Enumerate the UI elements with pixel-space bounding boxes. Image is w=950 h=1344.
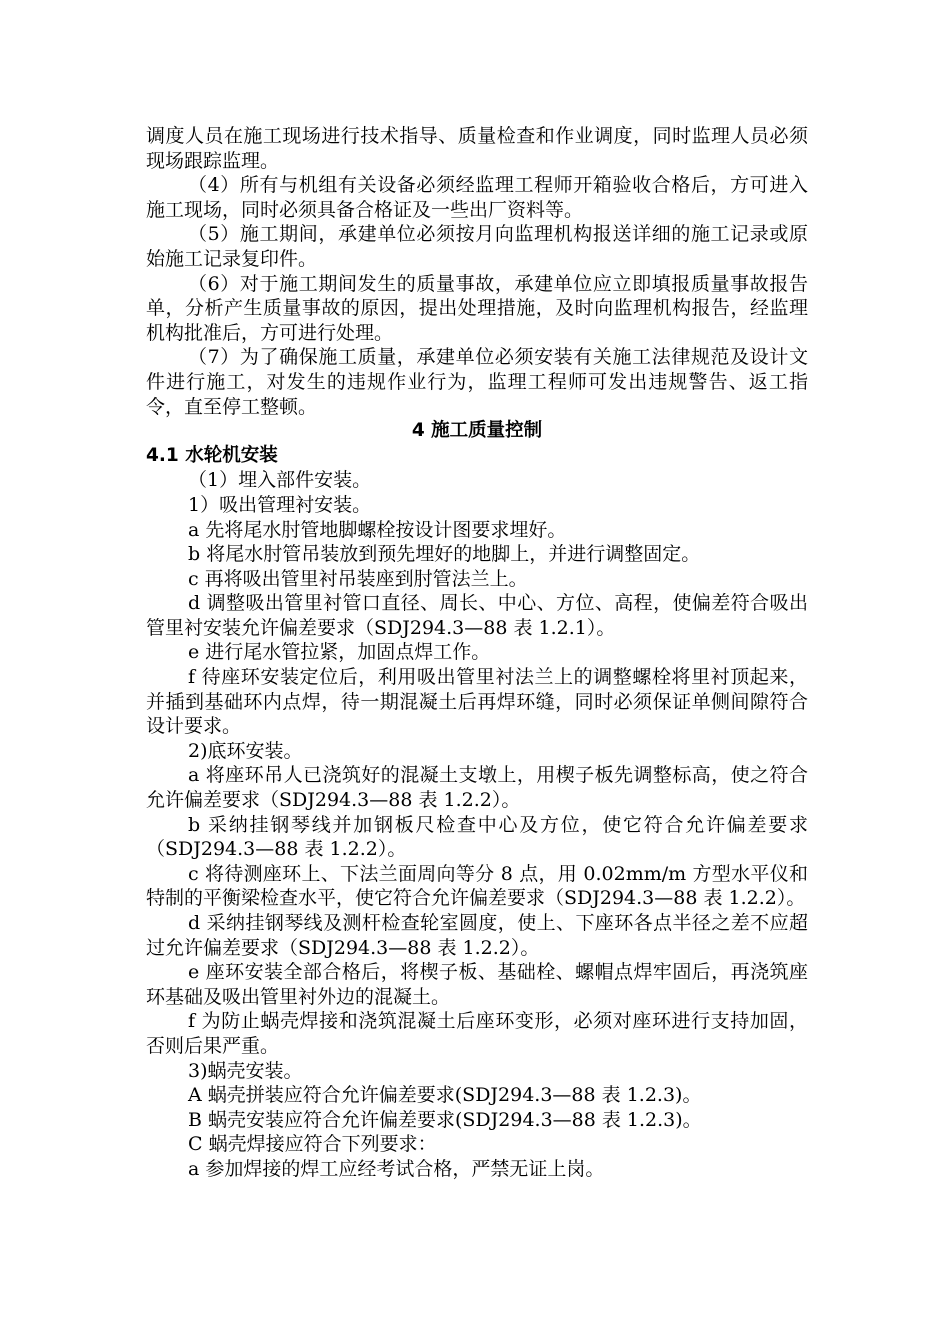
paragraph-item-7: （7）为了确保施工质量，承建单位必须安装有关施工法律规范及设计文件进行施工，对发生的违规作业行为，监理工程师可发出违规警告、返工指令，直至停工整顿。 (146, 346, 808, 418)
list-item: b 将尾水肘管吊装放到预先埋好的地脚上，并进行调整固定。 (188, 543, 701, 566)
list-item: 3)蜗壳安装。 (188, 1059, 303, 1082)
paragraph-continuation: 调度人员在施工现场进行技术指导、质量检查和作业调度，同时监理人员必须现场跟踪监理。 (146, 125, 808, 172)
list-item: （1）埋入部件安装。 (188, 469, 372, 492)
paragraph-item-4: （4）所有与机组有关设备必须经监理工程师开箱验收合格后，方可进入施工现场，同时必须具备合格证及一些出厂资料等。 (146, 174, 808, 221)
list-item: 2)底环安装。 (188, 739, 303, 762)
list-item: b 采纳挂钢琴线并加钢板尺检查中心及方位，使它符合允许偏差要求（SDJ294.3—88 表 1.2.2）。 (146, 813, 808, 861)
list-item: e 座环安装全部合格后，将楔子板、基础栓、螺帽点焊牢固后，再浇筑座环基础及吸出管里衬外边的混凝土。 (146, 961, 808, 1008)
list-item: a 参加焊接的焊工应经考试合格，严禁无证上岗。 (188, 1157, 605, 1180)
list-item: B 蜗壳安装应符合允许偏差要求(SDJ294.3—88 表 1.2.3)。 (188, 1108, 702, 1131)
list-item: C 蜗壳焊接应符合下列要求： (188, 1133, 437, 1156)
list-item: d 调整吸出管里衬管口直径、周长、中心、方位、高程，使偏差符合吸出管里衬安装允许偏差要求（SDJ294.3—88 表 1.2.1）。 (146, 592, 808, 639)
list-item: 1）吸出管理衬安装。 (188, 493, 372, 516)
paragraph-item-5: （5）施工期间，承建单位必须按月向监理机构报送详细的施工记录或原始施工记录复印件。 (146, 223, 808, 270)
list-item: a 将座环吊人已浇筑好的混凝土支墩上，用楔子板先调整标高，使之符合允许偏差要求（SDJ294.3—88 表 1.2.2）。 (146, 764, 808, 812)
list-item: e 进行尾水管拉紧，加固点焊工作。 (188, 641, 491, 664)
list-item: A 蜗壳拼装应符合允许偏差要求(SDJ294.3—88 表 1.2.3)。 (188, 1084, 702, 1107)
list-item: d 采纳挂钢琴线及测杆检查轮室圆度，使上、下座环各点半径之差不应超过允许偏差要求（SDJ294.3—88 表 1.2.2）。 (146, 912, 808, 959)
document-page (146, 124, 808, 1182)
paragraph-item-6: （6）对于施工期间发生的质量事故，承建单位应立即填报质量事故报告单，分析产生质量事故的原因，提出处理措施，及时向监理机构报告，经监理机构批准后，方可进行处理。 (146, 272, 808, 344)
list-item: f 为防止蜗壳焊接和浇筑混凝土后座环变形，必须对座环进行支持加固，否则后果严重。 (146, 1010, 808, 1057)
list-item: c 再将吸出管里衬吊装座到肘管法兰上。 (188, 567, 528, 590)
list-item: c 将待测座环上、下法兰面周向等分 8 点，用 0.02mm/m 方型水平仪和特制的平衡梁检查水平，使它符合允许偏差要求（SDJ294.3—88 表 1.2.2）。 (146, 862, 808, 910)
subsection-heading: 4.1 水轮机安装 (146, 444, 278, 466)
list-item: a 先将尾水肘管地脚螺栓按设计图要求埋好。 (188, 518, 567, 541)
section-heading: 4 施工质量控制 (411, 420, 543, 442)
list-item: f 待座环安装定位后，利用吸出管里衬法兰上的调整螺栓将里衬顶起来，并插到基础环内点焊，待一期混凝土后再焊环缝，同时必须保证单侧间隙符合设计要求。 (146, 666, 808, 738)
